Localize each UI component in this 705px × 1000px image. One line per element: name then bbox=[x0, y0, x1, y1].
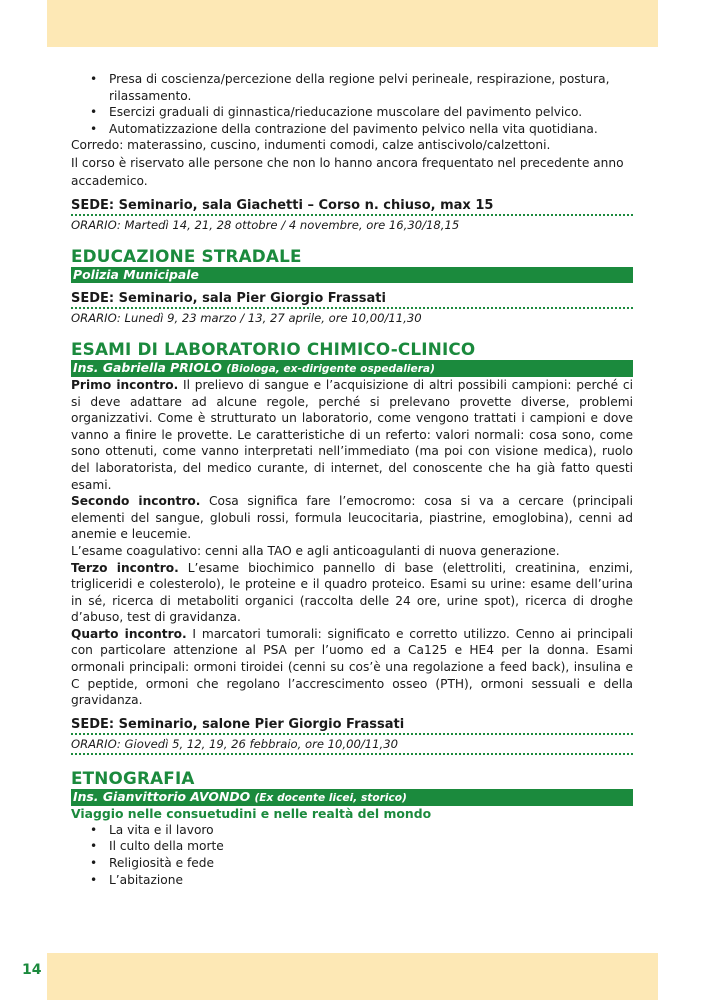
teacher-name: Ins. Gabriella PRIOLO bbox=[73, 359, 222, 375]
list-item: • Esercizi graduali di ginnastica/rieducazione muscolare del pavimento pelvico. bbox=[71, 104, 633, 121]
section-title-educazione: EDUCAZIONE STRADALE bbox=[71, 245, 302, 266]
etnografia-bullet-list bbox=[71, 822, 633, 888]
teacher-note: (Ex docente licei, storico) bbox=[254, 791, 407, 804]
page-content bbox=[71, 71, 633, 888]
paragraph-text: L’esame biochimico pannello di base (elettroliti, creatinina, enzimi, trigliceridi e colesterolo), le proteine e il quadro proteico. Esami su urine: esame dell’urina in sé, ricerca di metaboliti organici (raccolta delle 24 ore, urine spot), ricerca di droghe d’abuso, test di gravidanza. bbox=[71, 560, 633, 625]
course-note: Il corso è riservato alle persone che non lo hanno ancora frequentato nel precedente anno accademico. bbox=[71, 155, 624, 188]
paragraph-secondo bbox=[71, 493, 633, 543]
list-item: • La vita e il lavoro bbox=[71, 822, 633, 839]
course-subtitle: Viaggio nelle consuetudini e nelle realtà del mondo bbox=[71, 805, 432, 821]
orario-label: ORARIO: Giovedì 5, 12, 19, 26 febbraio, ore 10,00/11,30 bbox=[71, 733, 633, 755]
paragraph-primo bbox=[71, 377, 633, 493]
orario-label: ORARIO: Martedì 14, 21, 28 ottobre / 4 novembre, ore 16,30/18,15 bbox=[71, 214, 633, 233]
list-item: • L’abitazione bbox=[71, 872, 633, 889]
sede-label: SEDE: Seminario, salone Pier Giorgio Frassati bbox=[71, 716, 405, 732]
bottom-decorative-band bbox=[47, 953, 658, 1000]
teacher-bar bbox=[71, 360, 633, 377]
list-item: • Automatizzazione della contrazione del pavimento pelvico nella vita quotidiana. bbox=[71, 121, 633, 138]
paragraph-label: Primo incontro. bbox=[71, 377, 179, 392]
paragraph-label: Secondo incontro. bbox=[71, 494, 201, 509]
page-number: 14 bbox=[22, 962, 42, 978]
list-item: • Religiosità e fede bbox=[71, 855, 633, 872]
paragraph-terzo bbox=[71, 560, 633, 626]
paragraph-quarto bbox=[71, 626, 633, 709]
paragraph-text: Il prelievo di sangue e l’acquisizione di altri possibili campioni: perché ci si deve adattare ad alcune regole, perché si prelevano provette diverse, problemi organizzativi. Come è strutturato un laboratorio, come vengono trattati i campioni e dove vanno a finire le provette. Le caratteristiche di un referto: valori normali: cosa sono, come sono ottenuti, come vanno interpretati nell’immediato (ma poi con visione medica), ruolo del laboratorista, del medico curante, di internet, del conoscente che ha già fatto questi esami. bbox=[71, 377, 633, 492]
teacher-bar: Polizia Municipale bbox=[71, 267, 633, 283]
list-item: • Il culto della morte bbox=[71, 838, 633, 855]
corredo-text: Corredo: materassino, cuscino, indumenti comodi, calze antiscivolo/calzettoni. bbox=[71, 138, 551, 153]
section-title-etnografia: ETNOGRAFIA bbox=[71, 767, 195, 788]
sede-label: SEDE: Seminario, sala Pier Giorgio Frassati bbox=[71, 290, 386, 306]
teacher-name: Ins. Gianvittorio AVONDO bbox=[73, 788, 251, 804]
paragraph-label: Terzo incontro. bbox=[71, 560, 179, 575]
intro-bullet-list bbox=[71, 71, 633, 137]
orario-label: ORARIO: Lunedì 9, 23 marzo / 13, 27 aprile, ore 10,00/11,30 bbox=[71, 307, 633, 326]
section-title-esami: ESAMI DI LABORATORIO CHIMICO-CLINICO bbox=[71, 338, 476, 359]
teacher-bar bbox=[71, 789, 633, 806]
teacher-note: (Biologa, ex-dirigente ospedaliera) bbox=[226, 362, 435, 375]
paragraph-label: Quarto incontro. bbox=[71, 626, 187, 641]
top-decorative-band bbox=[47, 0, 658, 47]
list-item: • Presa di coscienza/percezione della regione pelvi perineale, respirazione, postura, rilassamento. bbox=[71, 71, 633, 104]
paragraph-text: Cosa significa fare l’emocromo: cosa si va a cercare (principali elementi del sangue, globuli rossi, formula leucocitaria, piastrine, emoglobina), cenni ad anemie e leucemie. bbox=[71, 494, 634, 542]
paragraph-coagulativo: L’esame coagulativo: cenni alla TAO e agli anticoagulanti di nuova generazione. bbox=[71, 543, 560, 558]
paragraph-text: I marcatori tumorali: significato e corretto utilizzo. Cenno ai principali con particolare attenzione al PSA per l’uomo ed a Ca125 e HE4 per la donna. Esami ormonali principali: ormoni tiroidei (cenni su cos’è una regolazione a feed back), insulina e C peptide, ormoni che regolano l’accrescimento osseo (PTH), ormoni sessuali e della gravidanza. bbox=[71, 626, 633, 708]
sede-label: SEDE: Seminario, sala Giachetti – Corso n. chiuso, max 15 bbox=[71, 197, 494, 213]
